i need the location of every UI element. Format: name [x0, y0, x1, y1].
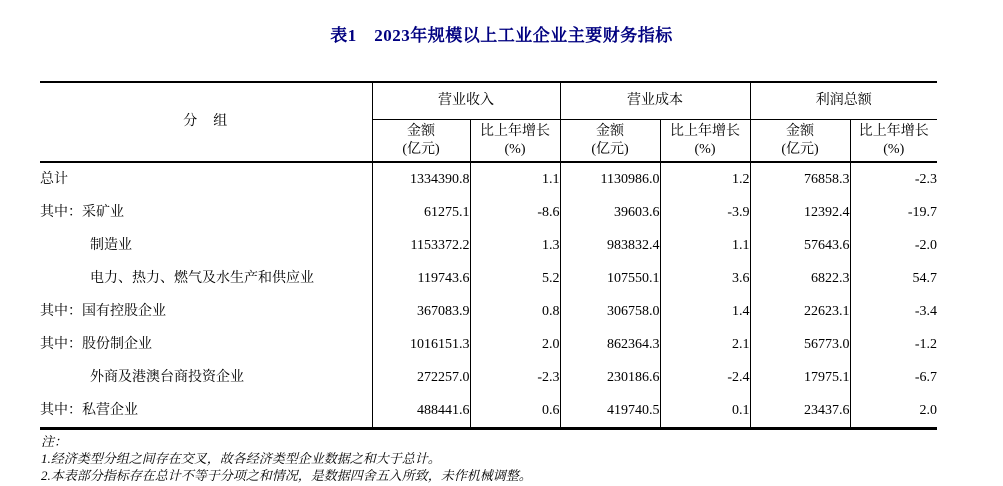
value-cell: -2.0 — [850, 229, 937, 262]
subheader-line: 金额 — [596, 124, 624, 139]
value-cell: -19.7 — [850, 196, 937, 229]
row-label: 其中：股份制企业 — [40, 328, 372, 361]
row-label: 制造业 — [40, 229, 372, 262]
table-row-mining — [40, 196, 937, 229]
subheader-profit-amount — [750, 120, 850, 163]
footnote-2: 2.本表部分指标存在总计不等于分项之和情况，是数据四舍五入所致，未作机械调整。 — [41, 468, 532, 483]
value-cell: 17975.1 — [750, 361, 850, 394]
value-cell: 0.8 — [470, 295, 560, 328]
value-cell: 22623.1 — [750, 295, 850, 328]
value-cell: 1016151.3 — [372, 328, 470, 361]
subheader-unit: (亿元) — [402, 141, 440, 157]
value-cell: 1334390.8 — [372, 162, 470, 196]
value-cell: 2.1 — [660, 328, 750, 361]
value-cell: -3.9 — [660, 196, 750, 229]
subheader-line: 比上年增长 — [480, 124, 550, 139]
value-cell: 3.6 — [660, 262, 750, 295]
table-row-private — [40, 394, 937, 429]
value-cell: 367083.9 — [372, 295, 470, 328]
value-cell: 2.0 — [850, 394, 937, 429]
value-cell: 1.3 — [470, 229, 560, 262]
value-cell: -2.3 — [470, 361, 560, 394]
value-cell: 1.1 — [470, 162, 560, 196]
table-row-total — [40, 162, 937, 196]
subheader-line: 金额 — [407, 124, 435, 139]
value-cell: -1.2 — [850, 328, 937, 361]
value-cell: 23437.6 — [750, 394, 850, 429]
subheader-line: 比上年增长 — [670, 124, 740, 139]
value-cell: -2.3 — [850, 162, 937, 196]
value-cell: -6.7 — [850, 361, 937, 394]
column-group-operating-revenue: 营业收入 — [372, 82, 560, 120]
table-title: 表1 2023年规模以上工业企业主要财务指标 — [330, 26, 673, 45]
value-cell: 57643.6 — [750, 229, 850, 262]
row-label: 其中：国有控股企业 — [40, 295, 372, 328]
table-row-foreign-invested — [40, 361, 937, 394]
stub-header-group-column: 分 组 — [40, 82, 372, 162]
subheader-unit: (%) — [504, 141, 526, 157]
subheader-unit: (亿元) — [781, 141, 819, 157]
financial-indicators-table — [40, 81, 937, 430]
subheader-profit-growth — [850, 120, 937, 163]
footnote-heading: 注： — [41, 434, 68, 449]
footnote-1: 1.经济类型分组之间存在交叉，故各经济类型企业数据之和大于总计。 — [41, 451, 441, 466]
value-cell: 488441.6 — [372, 394, 470, 429]
table-row-shareholding — [40, 328, 937, 361]
subheader-cost-amount — [560, 120, 660, 163]
value-cell: 230186.6 — [560, 361, 660, 394]
value-cell: 2.0 — [470, 328, 560, 361]
subheader-revenue-growth — [470, 120, 560, 163]
value-cell: 1.2 — [660, 162, 750, 196]
value-cell: -3.4 — [850, 295, 937, 328]
value-cell: 12392.4 — [750, 196, 850, 229]
subheader-unit: (%) — [694, 141, 716, 157]
value-cell: 1.1 — [660, 229, 750, 262]
subheader-unit: (%) — [883, 141, 905, 157]
row-label: 外商及港澳台商投资企业 — [40, 361, 372, 394]
footnotes — [41, 433, 971, 484]
row-label: 总计 — [40, 162, 372, 196]
value-cell: 54.7 — [850, 262, 937, 295]
value-cell: 61275.1 — [372, 196, 470, 229]
value-cell: 272257.0 — [372, 361, 470, 394]
value-cell: 6822.3 — [750, 262, 850, 295]
column-group-total-profit: 利润总额 — [750, 82, 937, 120]
row-label: 其中：私营企业 — [40, 394, 372, 429]
value-cell: 39603.6 — [560, 196, 660, 229]
table-row-utilities — [40, 262, 937, 295]
value-cell: 862364.3 — [560, 328, 660, 361]
value-cell: 1130986.0 — [560, 162, 660, 196]
row-label: 其中：采矿业 — [40, 196, 372, 229]
subheader-unit: (亿元) — [591, 141, 629, 157]
value-cell: 76858.3 — [750, 162, 850, 196]
financial-table-wrapper — [40, 81, 937, 430]
subheader-revenue-amount — [372, 120, 470, 163]
table-row-state-holding — [40, 295, 937, 328]
value-cell: 0.1 — [660, 394, 750, 429]
table-row-manufacturing — [40, 229, 937, 262]
value-cell: 983832.4 — [560, 229, 660, 262]
subheader-line: 比上年增长 — [858, 124, 929, 139]
value-cell: -2.4 — [660, 361, 750, 394]
value-cell: 1153372.2 — [372, 229, 470, 262]
value-cell: -8.6 — [470, 196, 560, 229]
value-cell: 1.4 — [660, 295, 750, 328]
subheader-cost-growth — [660, 120, 750, 163]
group-header-row — [40, 82, 937, 120]
value-cell: 107550.1 — [560, 262, 660, 295]
value-cell: 0.6 — [470, 394, 560, 429]
value-cell: 306758.0 — [560, 295, 660, 328]
value-cell: 56773.0 — [750, 328, 850, 361]
subheader-line: 金额 — [786, 124, 814, 139]
value-cell: 119743.6 — [372, 262, 470, 295]
column-group-operating-cost: 营业成本 — [560, 82, 750, 120]
value-cell: 419740.5 — [560, 394, 660, 429]
value-cell: 5.2 — [470, 262, 560, 295]
row-label: 电力、热力、燃气及水生产和供应业 — [40, 262, 372, 295]
